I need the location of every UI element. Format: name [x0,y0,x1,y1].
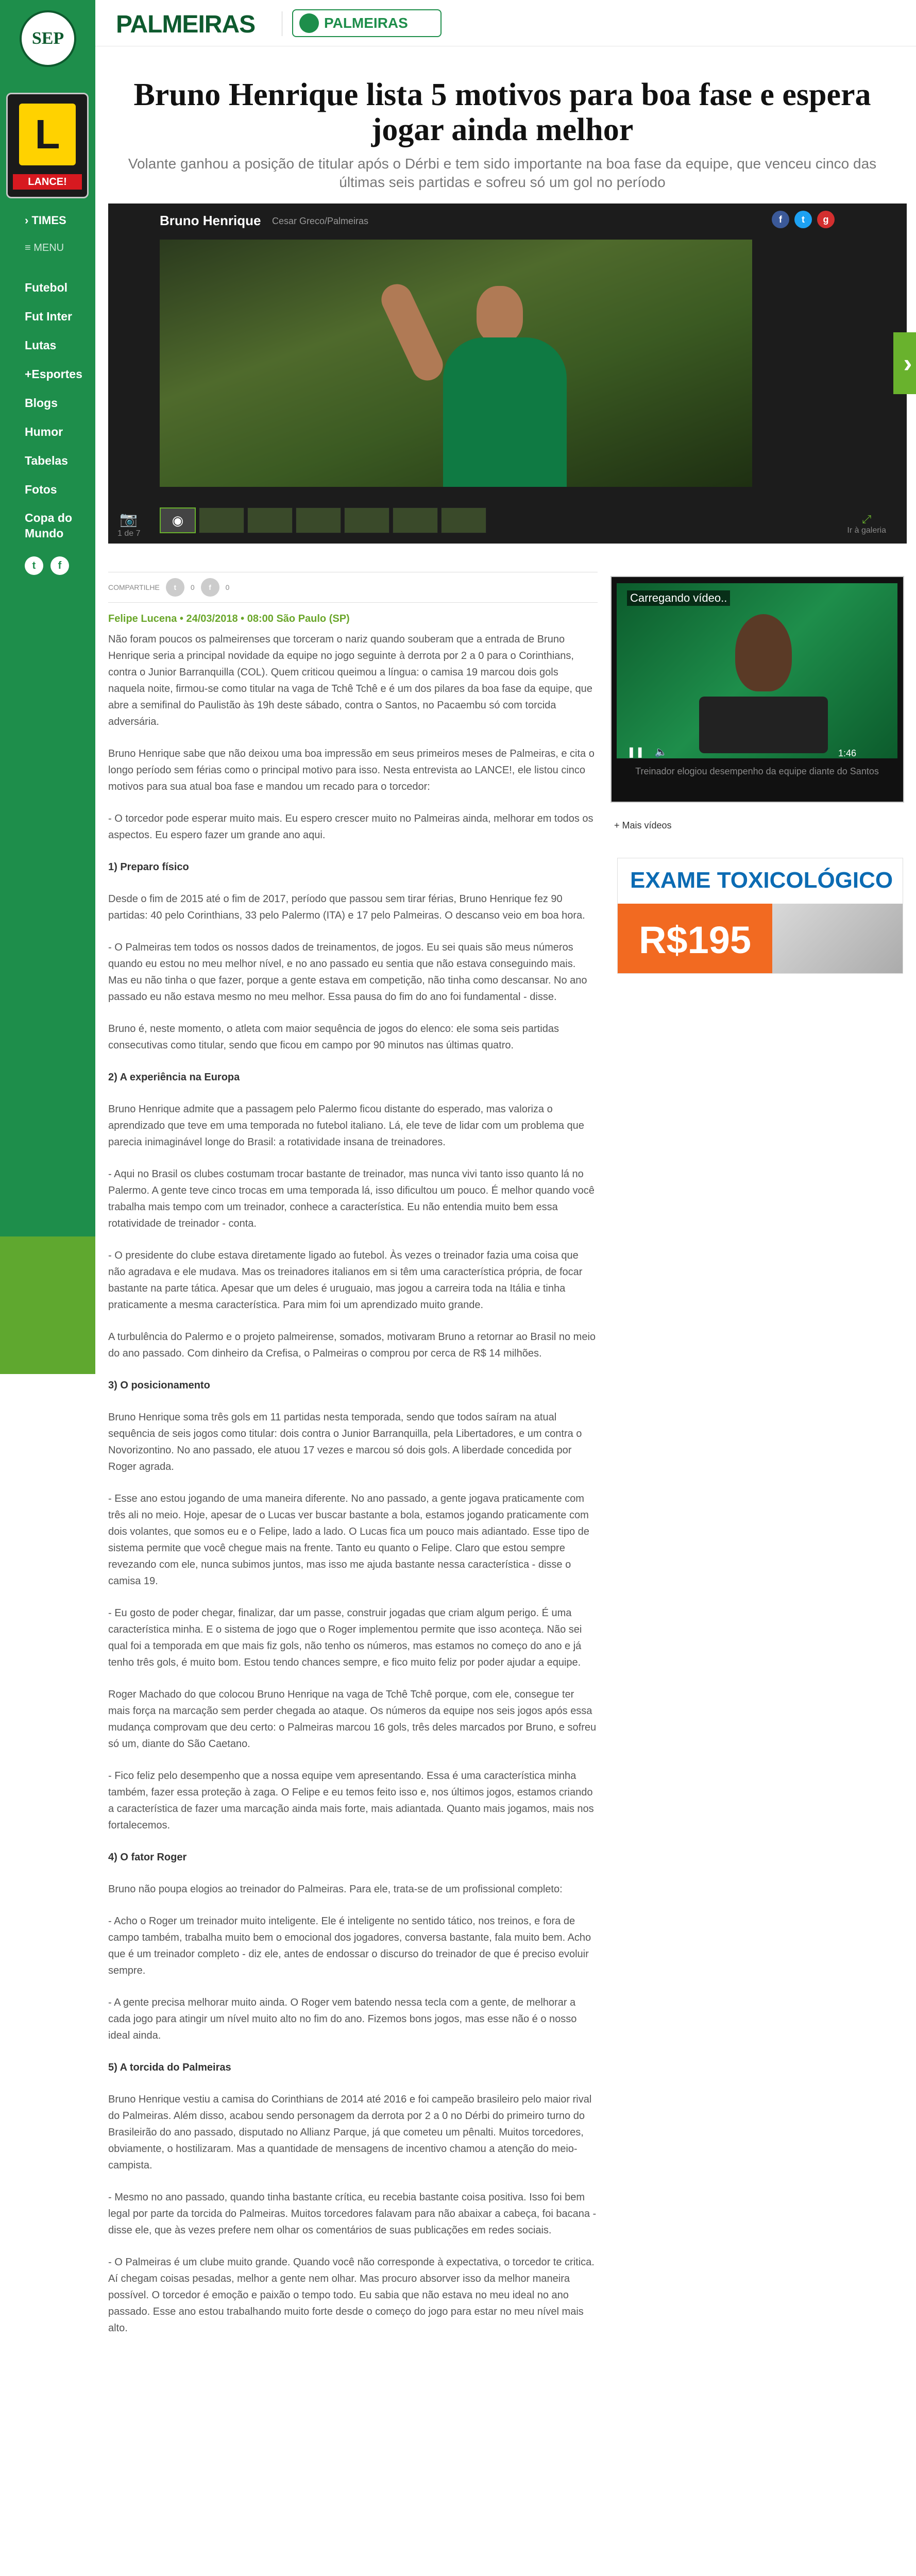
article-paragraph: - O presidente do clube estava diretamente ligado ao futebol. Às vezes o treinador fazia uma coisa que não agradava e ele mudava. Mas os treinadores italianos em si têm uma característica própria, de focar bastante na parte tática. Apesar que um deles é uruguaio, mas jogou a carreira toda na Itália e tinha praticamente a mesma característica. Para mim foi um aprendizado muito grande. [108,1250,583,1311]
article-paragraph: Bruno Henrique admite que a passagem pelo Palermo ficou distante do esperado, mas valoriza o aprendizado que teve em uma temporada no futebol italiano. Lá, ele teve de lidar com um problema que parecia inimaginável longe do Brasil: a rotatividade insana de treinadores. [108,1104,584,1148]
speaker-image [735,614,792,691]
section-heading: 1) Preparo físico [108,861,189,873]
sidebar-item-lutas[interactable]: Lutas [25,338,57,352]
article-headline: Bruno Henrique lista 5 motivos para boa fase e espera jogar ainda melhor [133,77,871,147]
article-paragraph: - Acho o Roger um treinador muito inteligente. Ele é inteligente no sentido tático, nos treinos, e fora de campo também, trabalha muito bem o emocional dos jogadores, conversa bastante, fala muito bem. Acho que é um treinador completo - diz ele, antes de endossar o discurso do treinador de que é preciso evoluir sempre. [108,1916,591,1976]
lance-logo-mark: L [19,104,76,165]
gallery-thumbnails [160,507,486,533]
article-paragraph: - Fico feliz pelo desempenho que a nossa equipe vem apresentando. Essa é uma característica minha também, fazer essa proteção à zaga. O Felipe e eu temos feito isso e, nos últimos jogos, estamos criando a característica de fazer uma marcação ainda mais forte, mais adiantada. Quanto mais jogamos, mais nos fortalecemos. [108,1770,594,1831]
gallery-thumb[interactable] [344,507,389,533]
sidebar-item-copa[interactable]: Copa do Mundo [25,511,72,540]
sidebar-menu-label: MENU [33,242,64,253]
section-heading: 3) O posicionamento [108,1380,210,1391]
sidebar-item-blogs[interactable]: Blogs [25,396,58,410]
player-arm [377,279,448,386]
site-header [95,0,916,46]
palmeiras-crest-logo[interactable]: SEP [20,10,76,67]
article-paragraph: Bruno Henrique sabe que não deixou uma boa impressão em seus primeiros meses de Palmeiras, e cita o longo período sem férias como o principal motivo para isso. Nesta entrevista ao LANCE!, ele listou cinco motivos para sua atual boa fase e mandou um recado para o torcedor: [108,748,595,792]
article-paragraph: - Aqui no Brasil os clubes costumam trocar bastante de treinador, mas nunca vivi tanto isso quanto lá no Palermo. A gente teve cinco trocas em uma temporada lá, isso dificultou um pouco. É melhor quando você trabalha mais tempo com um treinador, conhece a característica. Eu não entendia muito bem essa rotatividade de treinador - conta. [108,1168,595,1229]
author-name[interactable]: Felipe Lucena [108,613,177,624]
article-paragraph: Bruno Henrique vestiu a camisa do Corinthians de 2014 até 2016 e foi campeão brasileiro pelo maior rival do Palmeiras. Além disso, acabou sendo personagem da derrota por 2 a 0 no Dérbi do primeiro turno do Brasileirão do ano passado, disputado no Allianz Parque, já que cometeu um pênalti. Muitos torcedores, obviamente, o hostilizaram. Mas a quantidade de mensagens de incentivo chamou a atenção do meio-campista. [108,2094,592,2171]
article-paragraph: - Mesmo no ano passado, quando tinha bastante crítica, eu recebia bastante coisa positiva. Isso foi bem legal por parte da torcida do Palmeiras. Muitos torcedores falavam para não abaixar a cabeça, foi bacana - disse ele, que às vezes prefere nem olhar os comentários de suas publicações em redes sociais. [108,2192,597,2236]
article-paragraph: - A gente precisa melhorar muito ainda. O Roger vem batendo nessa tecla com a gente, de melhorar a cada jogo para atingir um nível muito alto no fim do ano. Fizemos bons jogos, mas esse não é o nosso ideal ainda. [108,1997,577,2041]
site-brand[interactable]: PALMEIRAS [116,11,256,38]
article-time: 08:00 [247,613,274,624]
volume-icon[interactable]: 🔈 [654,747,668,758]
facebook-share-count: 0 [225,583,230,591]
twitter-icon[interactable]: t [25,556,43,575]
twitter-count-icon[interactable]: t [166,578,184,597]
article-location: São Paulo (SP) [276,613,350,624]
sidebar-item-humor[interactable]: Humor [25,425,63,438]
facebook-share-icon[interactable]: f [772,211,789,228]
pause-icon[interactable]: ❚❚ [627,747,644,758]
sidebar-item-futebol[interactable]: Futebol [25,281,68,294]
player-jersey [443,337,567,487]
palmeiras-tour-banner[interactable] [292,9,442,37]
advert-title: EXAME TOXICOLÓGICO [630,868,893,893]
sidebar-nav [25,273,95,540]
section-heading: 5) A torcida do Palmeiras [108,2062,231,2073]
lance-logo[interactable] [6,93,89,198]
article-paragraph: Desde o fim de 2015 até o fim de 2017, período que passou sem tirar férias, Bruno Henrique fez 90 partidas: 40 pelo Corinthians, 33 pelo Palermo (ITA) e 17 pelo Palmeiras. O descanso veio em boa hora. [108,893,585,921]
article-paragraph: Não foram poucos os palmeirenses que torceram o nariz quando souberam que a entrada de Bruno Henrique seria a principal novidade da equipe no jogo seguinte à derrota por 2 a 0 para o Corinthians, contra o Junior Barranquilla (COL). Quem criticou queimou a língua: o camisa 19 marcou dois gols naquela noite, firmou-se como titular na vaga de Tchê Tchê e é um dos pilares da boa fase da equipe, que abre a semifinal do Paulistão às 19h deste sábado, contra o Santos, no Pacaembu só com torcida adversária. [108,634,592,727]
gallery-thumb[interactable] [247,507,293,533]
sidebar-menu[interactable]: ≡ MENU [25,242,64,253]
sidebar-times[interactable]: › TIMES [25,214,66,227]
article-paragraph: - Esse ano estou jogando de uma maneira diferente. No ano passado, a gente jogava praticamente com três ali no meio. Hoje, apesar de o Lucas ver buscar bastante a bola, estamos jogando praticamente com dois volantes, que somos eu e o Felipe, lado a lado. O Lucas fica um pouco mais adiantado. Esse tipo de sistema permite que você chegue mais na frente. Tanto eu quanto o Felipe. Claro que estou sempre revezando com ele, nunca subimos juntos, mas isso me ajuda bastante nessa característica - disse o camisa 19. [108,1493,589,1587]
article-paragraph: - O torcedor pode esperar muito mais. Eu espero crescer muito no Palmeiras ainda, melhorar em todos os aspectos. Eu espero fazer um grande ano aqui. [108,813,593,841]
share-bar [108,572,598,603]
gallery-main-photo[interactable] [160,240,752,487]
advert-price: R$195 [618,904,772,974]
gallery-thumb[interactable] [199,507,244,533]
byline: Felipe Lucena • 24/03/2018 • 08:00 São Paulo (SP) [108,613,350,624]
sidebar-times-label: TIMES [31,214,66,227]
eye-icon[interactable]: ◉ [160,507,196,533]
left-sidebar [0,0,95,1374]
video-controls [627,745,667,758]
tour-label: PALMEIRAS [324,15,408,31]
share-label: COMPARTILHE [108,583,160,591]
player-image [428,270,582,487]
lance-logo-ribbon: LANCE! [13,174,82,190]
article-date: 24/03/2018 [186,613,238,624]
tour-logo-icon [299,13,319,33]
gallery-thumb[interactable] [393,507,438,533]
sidebar-item-tabelas[interactable]: Tabelas [25,454,68,467]
gallery-counter: 1 de 7 [117,529,141,538]
advert-banner[interactable] [617,858,903,974]
article-paragraph: Bruno não poupa elogios ao treinador do Palmeiras. Para ele, trata-se de um profissional completo: [108,1884,563,1895]
facebook-count-icon[interactable]: f [201,578,219,597]
gallery-share [772,211,835,228]
article-paragraph: A turbulência do Palermo e o projeto palmeirense, somados, motivaram Bruno a retornar ao Brasil no meio do ano passado. Com dinheiro da Crefisa, o Palmeiras o comprou por cerca de R$ 14 milhões. [108,1331,596,1359]
sidebar-social [25,556,69,575]
player-head [477,286,523,343]
video-time: 1:46 [838,748,856,758]
article-paragraph: Roger Machado do que colocou Bruno Henrique na vaga de Tchê Tchê porque, com ele, consegue ter mais força na marcação sem perder chegada ao ataque. Os números da equipe nos seis jogos após essa mudança comprovam que deu certo: o Palmeiras marcou 16 gols, três deles marcados por Bruno, e sofreu só um, diante do São Caetano. [108,1689,597,1750]
twitter-share-count: 0 [190,583,195,591]
twitter-share-icon[interactable]: t [794,211,812,228]
section-heading: 2) A experiência na Europa [108,1072,240,1083]
gallery-caption-credit: Cesar Greco/Palmeiras [272,216,369,226]
gallery-next-button[interactable]: › [893,332,916,394]
sidebar-item-mais-esportes[interactable]: +Esportes [25,367,82,381]
video-screen[interactable] [617,583,897,758]
advert-image [772,904,903,974]
google-share-icon[interactable]: g [817,211,835,228]
more-videos-link[interactable]: + Mais vídeos [614,820,672,831]
article-subhead: Volante ganhou a posição de titular após o Dérbi e tem sido importante na boa fase da equipe, que venceu cinco das últimas seis partidas e sofreu só um gol no período [128,156,877,190]
gallery-link-label: Ir à galeria [847,526,886,535]
article-body [108,631,598,2352]
photo-gallery [108,204,912,544]
sidebar-footer-band [0,1236,95,1374]
article-paragraph: Bruno Henrique soma três gols em 11 partidas nesta temporada, sendo que todos saíram na atual sequência de seis jogos como titular: dois contra o Junior Barranquilla, pela Libertadores, e um contra o Novorizontino. No ano passado, ele atuou 17 vezes e marcou só dois gols. A liberdade concedida por Roger agrada. [108,1412,582,1472]
video-caption: Treinador elogiou desempenho da equipe diante do Santos [635,766,879,776]
sidebar-item-fotos[interactable]: Fotos [25,483,57,496]
facebook-icon[interactable]: f [50,556,69,575]
article-paragraph: - O Palmeiras é um clube muito grande. Quando você não corresponde à expectativa, o torcedor te critica. Aí chegam coisas pesadas, melhor a gente nem olhar. Mas procuro absorver isso da melhor maneira possível. O torcedor é emoção e paixão o tempo todo. Eu sabia que não estava no meu ideal no ano passado. Esse ano estou trabalhando muito forte desde o começo do jogo para estar no meu nível mais alto. [108,2257,595,2334]
article-paragraph: Bruno é, neste momento, o atleta com maior sequência de jogos do elenco: ele soma seis partidas consecutivas como titular, sendo que ficou em campo por 90 minutos nas últimas quatro. [108,1023,559,1051]
sidebar-item-fut-inter[interactable]: Fut Inter [25,310,72,323]
gallery-thumb[interactable] [296,507,341,533]
gallery-thumb[interactable] [441,507,486,533]
microphones-image [699,697,828,753]
article-paragraph: - O Palmeiras tem todos os nossos dados de treinamentos, de jogos. Eu sei quais são meus números quando eu estou no meu melhor nível, e no ano passado eu sentia que não estava conseguindo mais. Mas eu não tinha o que fazer, porque a gente estava em competição, não tinha como descansar. No ano passado eu não estava mesmo no meu melhor. Essa pausa do fim do ano foi fundamental - disse. [108,942,587,1003]
video-loading: Carregando vídeo.. [627,590,730,606]
section-heading: 4) O fator Roger [108,1852,187,1863]
video-player[interactable] [610,576,904,803]
gallery-caption-name: Bruno Henrique [160,213,261,228]
article-paragraph: - Eu gosto de poder chegar, finalizar, dar um passe, construir jogadas que criam algum perigo. É uma característica minha. E o sistema de jogo que o Roger implementou permite que isso aconteça. Não sei qual foi a temporada em que mais fiz gols, não tenho os números, mas estamos no começo do ano e já tenho três gols, é muito bom. Estou tendo chances sempre, e fico muito feliz por poder ajudar a equipe. [108,1607,582,1668]
camera-icon: 📷 [120,511,138,527]
gallery-link[interactable]: ⤢ Ir à galeria [847,513,886,535]
